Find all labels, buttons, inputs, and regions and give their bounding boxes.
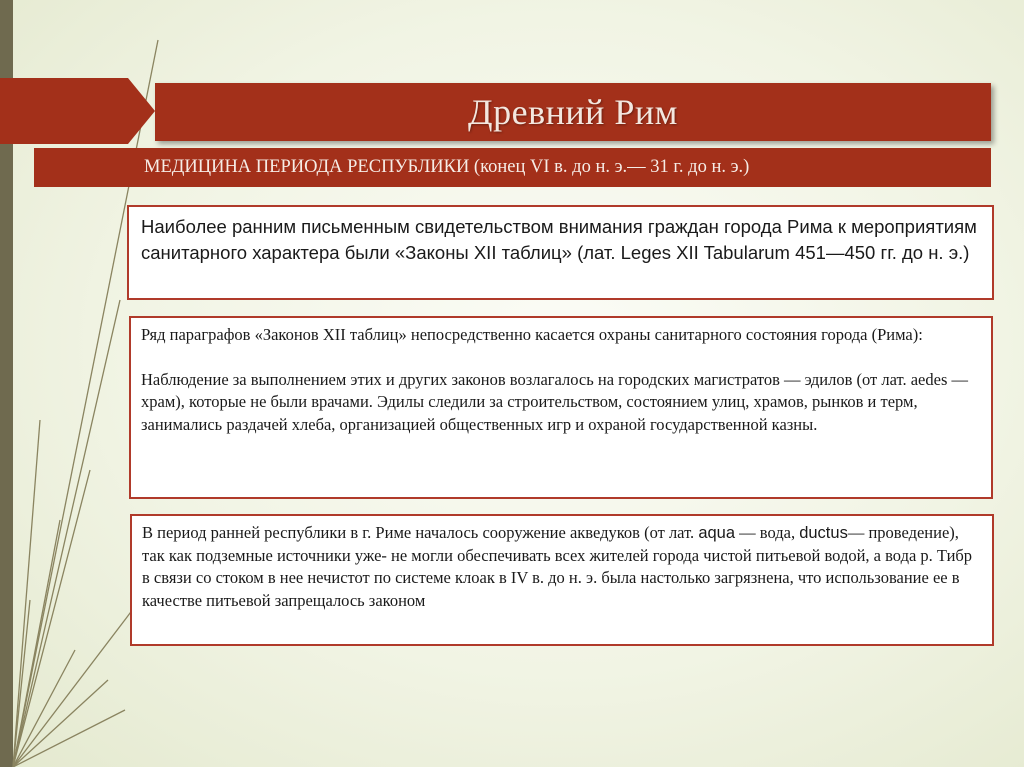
- aediles-para-1: Ряд параграфов «Законов XII таблиц» непосредственно касается охраны санитарного состояния города (Рима):: [141, 325, 923, 344]
- aqueducts-text-mid: — вода,: [735, 523, 800, 542]
- aqueducts-text: [142, 522, 982, 612]
- aqueducts-card: [130, 514, 994, 646]
- aediles-para-2: Наблюдение за выполнением этих и других законов возлагалось на городских магистратов — эдилов (от лат. aedes — храм), которые не были врачами. Эдилы следили за строительством, состоянием улиц, храмов, рынков и терм, занимались раздачей хлеба, организацией общественных игр и охраной государственной казны.: [141, 369, 968, 434]
- aqueducts-text-start: В период ранней республики в г. Риме началось сооружение акведуков (от лат.: [142, 523, 699, 542]
- title-arrow-shape: [0, 78, 160, 144]
- subtitle-banner: [34, 148, 991, 187]
- ductus-term: ductus: [799, 524, 848, 542]
- aediles-card: [129, 316, 993, 499]
- laws-intro-text: Наиболее ранним письменным свидетельством внимания граждан города Рима к мероприятиям санитарного характера были «Законы XII таблиц» (лат. Leges XII Tabularum 451—450 гг. до н. э.): [141, 216, 977, 263]
- subtitle-text: МЕДИЦИНА ПЕРИОДА РЕСПУБЛИКИ (конец VI в. до н. э.— 31 г. до н. э.): [144, 157, 750, 177]
- laws-intro-card: [127, 205, 994, 300]
- page-title: Древний Рим: [468, 92, 678, 132]
- title-banner: [155, 83, 991, 141]
- aqua-term: aqua: [698, 524, 736, 542]
- aqueducts-text-end: — проведение), так как подземные источники уже- не могли обеспечивать всех жителей города чистой питьевой водой, а вода р. Тибр в связи со стоком в нее нечистот по системе клоак в IV в. до н. э. была настолько загрязнена, что использование ее в качестве питьевой запрещалось законом: [142, 523, 973, 610]
